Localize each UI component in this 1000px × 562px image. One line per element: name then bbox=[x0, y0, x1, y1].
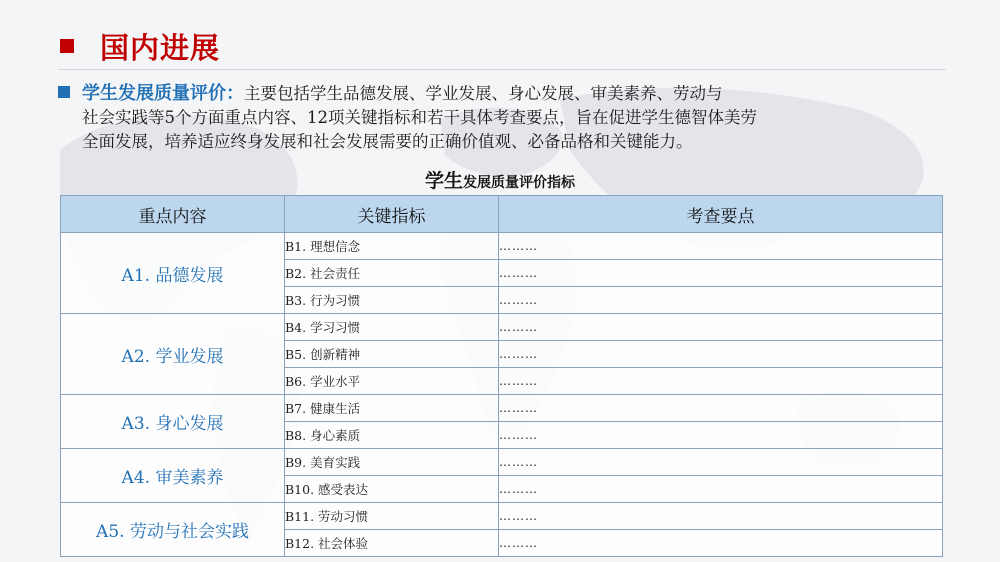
point-cell: ……… bbox=[499, 395, 943, 422]
indicator-cell: B8. 身心素质 bbox=[285, 422, 499, 449]
column-header-focus: 重点内容 bbox=[61, 196, 285, 233]
indicator-cell: B10. 感受表达 bbox=[285, 476, 499, 503]
point-cell: ……… bbox=[499, 449, 943, 476]
table-header-row bbox=[61, 196, 943, 233]
table-row bbox=[61, 395, 943, 422]
title-marker bbox=[60, 39, 74, 53]
indicator-cell: B5. 创新精神 bbox=[285, 341, 499, 368]
indicator-cell: B1. 理想信念 bbox=[285, 233, 499, 260]
point-cell: ……… bbox=[499, 314, 943, 341]
indicator-cell: B12. 社会体验 bbox=[285, 530, 499, 557]
column-header-points: 考查要点 bbox=[499, 196, 943, 233]
category-cell: A3. 身心发展 bbox=[61, 395, 285, 449]
intro-line-1: 主要包括学生品德发展、学业发展、身心发展、审美素养、劳动与 bbox=[244, 84, 723, 103]
indicator-cell: B6. 学业水平 bbox=[285, 368, 499, 395]
bullet-square-icon bbox=[58, 86, 70, 98]
point-cell: ……… bbox=[499, 368, 943, 395]
point-cell: ……… bbox=[499, 233, 943, 260]
header-divider bbox=[58, 69, 946, 70]
table-row bbox=[61, 503, 943, 530]
category-cell: A2. 学业发展 bbox=[61, 314, 285, 395]
point-cell: ……… bbox=[499, 287, 943, 314]
category-cell: A1. 品德发展 bbox=[61, 233, 285, 314]
point-cell: ……… bbox=[499, 476, 943, 503]
point-cell: ……… bbox=[499, 422, 943, 449]
table-row bbox=[61, 449, 943, 476]
intro-line-2: 社会实践等5个方面重点内容、12项关键指标和若干具体考查要点，旨在促进学生德智体美劳 bbox=[82, 108, 757, 127]
category-cell: A4. 审美素养 bbox=[61, 449, 285, 503]
indicator-cell: B11. 劳动习惯 bbox=[285, 503, 499, 530]
intro-paragraph bbox=[58, 82, 938, 154]
table-caption-small: 发展质量评价指标 bbox=[463, 175, 575, 191]
indicator-cell: B3. 行为习惯 bbox=[285, 287, 499, 314]
page-title: 国内进展 bbox=[100, 30, 221, 65]
point-cell: ……… bbox=[499, 341, 943, 368]
table-caption-big: 学生 bbox=[424, 170, 463, 192]
indicator-cell: B7. 健康生活 bbox=[285, 395, 499, 422]
point-cell: ……… bbox=[499, 260, 943, 287]
point-cell: ……… bbox=[499, 530, 943, 557]
point-cell: ……… bbox=[499, 503, 943, 530]
table-caption bbox=[0, 166, 1000, 193]
table-row bbox=[61, 314, 943, 341]
page-header bbox=[60, 24, 220, 68]
column-header-indicator: 关键指标 bbox=[285, 196, 499, 233]
indicator-cell: B2. 社会责任 bbox=[285, 260, 499, 287]
intro-lead: 学生发展质量评价： bbox=[82, 83, 244, 104]
indicator-cell: B9. 美育实践 bbox=[285, 449, 499, 476]
table-row bbox=[61, 233, 943, 260]
category-cell: A5. 劳动与社会实践 bbox=[61, 503, 285, 557]
evaluation-table bbox=[60, 195, 943, 557]
intro-line-3: 全面发展，培养适应终身发展和社会发展需要的正确价值观、必备品格和关键能力。 bbox=[82, 132, 693, 151]
indicator-cell: B4. 学习习惯 bbox=[285, 314, 499, 341]
